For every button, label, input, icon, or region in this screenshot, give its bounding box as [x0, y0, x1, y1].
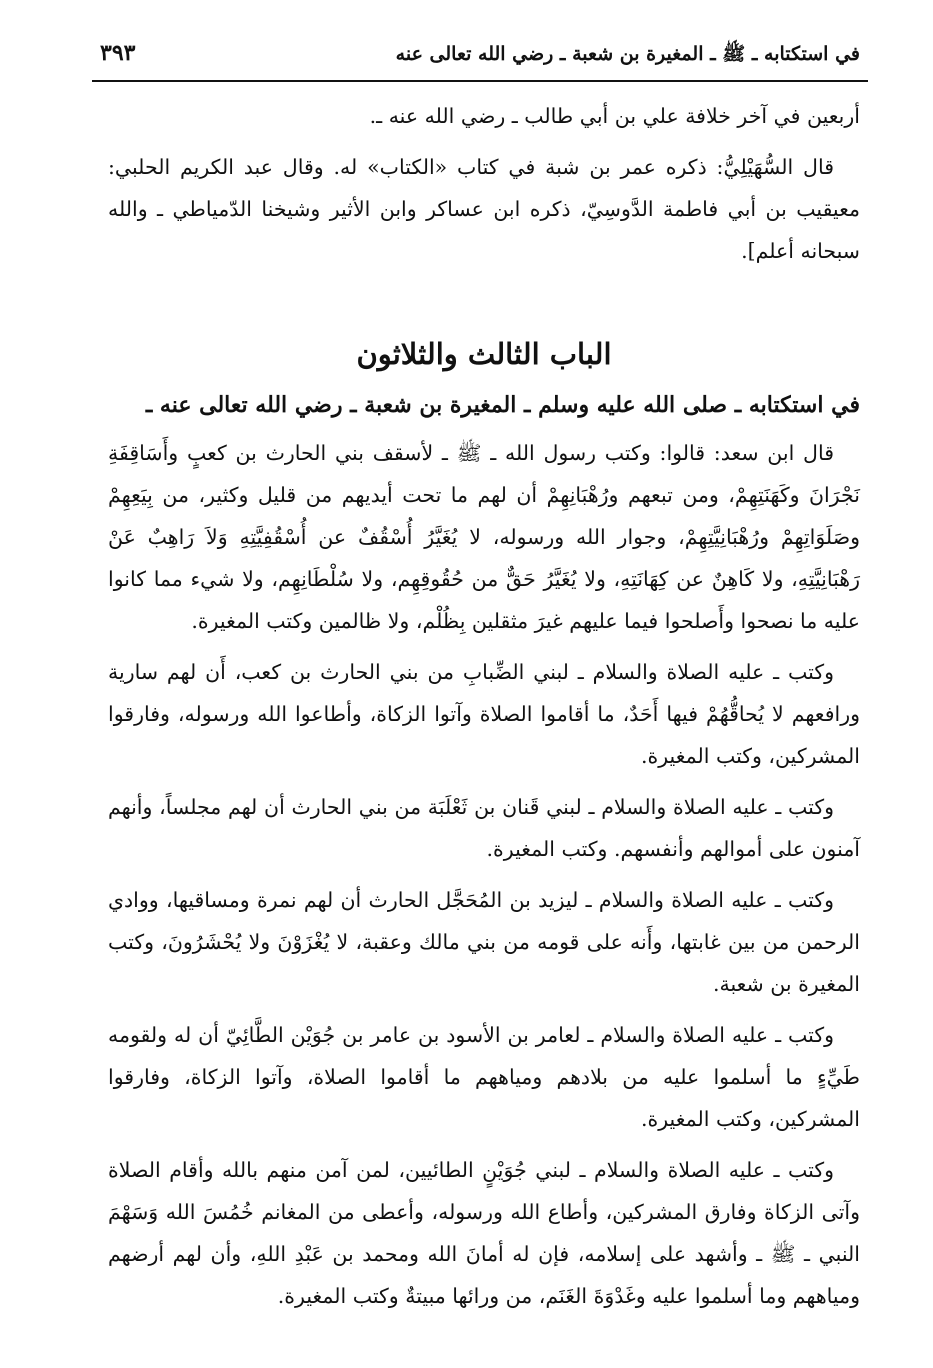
page-number: ٣٩٣	[100, 40, 136, 66]
header-divider	[92, 80, 868, 82]
paragraph-1: قال ابن سعد: قالوا: وكتب رسول الله ـ ﷺ ـ لأسقف بني الحارث بن كعبٍ وأَسَاقِفَةِ نَجْرَانَ وكَهَنَتِهِمْ، ومن تبعهم ورُهْبَانِهِمْ أن لهم ما تحت أيديهم من قليل وكثير، من بِيَعِهِمْ وصَلَوَاتِهِمْ ورُهْبَانِيَّتِهِمْ، وجوار الله ورسوله، لا يُغَيَّرُ أُسْقُفٌ عن أُسْقُفِيَّتِهِ وَلاَ رَاهِبٌ عَنْ رَهْبَانِيَّتِهِ، ولا كَاهِنٌ عن كِهَانَتِهِ، ولا يُغَيَّرُ حَقٌّ من حُقُوقِهِم، ولا سُلْطَانِهِم، ولا شيء مما كانوا عليه ما نصحوا وأَصلحوا فيما عليهم غيرَ مثقلين بِظُلْم، ولا ظالمين وكتب المغيرة.	[108, 441, 860, 633]
running-title: في استكتابه ـ ﷺ ـ المغيرة بن شعبة ـ رضي الله تعالى عنه	[395, 43, 860, 65]
chapter-subtitle: في استكتابه ـ صلى الله عليه وسلم ـ المغيرة بن شعبة ـ رضي الله تعالى عنه ـ	[145, 392, 860, 418]
page-body	[108, 95, 860, 1326]
intro-paragraph-1: أربعين في آخر خلافة علي بن أبي طالب ـ رضي الله عنه ـ.	[369, 104, 860, 128]
intro-paragraph-2: قال السُّهَيْلِيُّ: ذكره عمر بن شبة في كتاب «الكتاب» له. وقال عبد الكريم الحلبي: معيقيب بن أبي فاطمة الدَّوسِيّ، ذكره ابن عساكر وابن الأثير وشيخنا الدّمياطي ـ والله سبحانه أعلم].	[108, 155, 860, 263]
running-head	[100, 36, 860, 84]
paragraph-4: وكتب ـ عليه الصلاة والسلام ـ ليزيد بن المُحَجَّل الحارث أن لهم نمرة ومساقيها، ووادي الرحمن من بين غابتها، وأَنه على قومه من بني مالك وعقبة، لا يُغْزَوْنَ ولا يُحْشَرُونَ، وكتب المغيرة بن شعبة.	[108, 888, 860, 996]
paragraph-2: وكتب ـ عليه الصلاة والسلام ـ لبني الضِّبابِ من بني الحارث بن كعب، أَن لهم سارية ورافعهم لا يُحاقُّهُمْ فيها أَحَدٌ، ما أقاموا الصلاة وآتوا الزكاة، وأطاعوا الله ورسوله، وفارقوا المشركين، وكتب المغيرة.	[108, 660, 860, 768]
paragraph-6: وكتب ـ عليه الصلاة والسلام ـ لبني جُوَيْنٍ الطائيين، لمن آمن منهم بالله وأقام الصلاة وآتى الزكاة وفارق المشركين، وأطاع الله ورسوله، وأعطى من المغانم خُمُسَ الله وَسَهْمَ النبي ـ ﷺ ـ وأشهد على إسلامه، فإن له أمانَ الله ومحمد بن عَبْدِ اللهِ، وأن لهم أرضهم ومياههم وما أسلموا عليه وغَدْوَةَ الغَنَم، من ورائها مبيتةٌ وكتب المغيرة.	[108, 1158, 860, 1308]
paragraph-5: وكتب ـ عليه الصلاة والسلام ـ لعامر بن الأسود بن عامر بن جُوَيْن الطَّائِيّ أن له ولقومه طَيِّءٍ ما أسلموا عليه من بلادهم ومياههم ما أقاموا الصلاة، وآتوا الزكاة، وفارقوا المشركين، وكتب المغيرة.	[108, 1023, 860, 1131]
paragraph-3: وكتب ـ عليه الصلاة والسلام ـ لبني قَنان بن ثَعْلَبَة من بني الحارث أن لهم مجلساً، وأنهم آمنون على أموالهم وأنفسهم. وكتب المغيرة.	[108, 795, 860, 861]
chapter-title: الباب الثالث والثلاثون	[356, 337, 612, 371]
